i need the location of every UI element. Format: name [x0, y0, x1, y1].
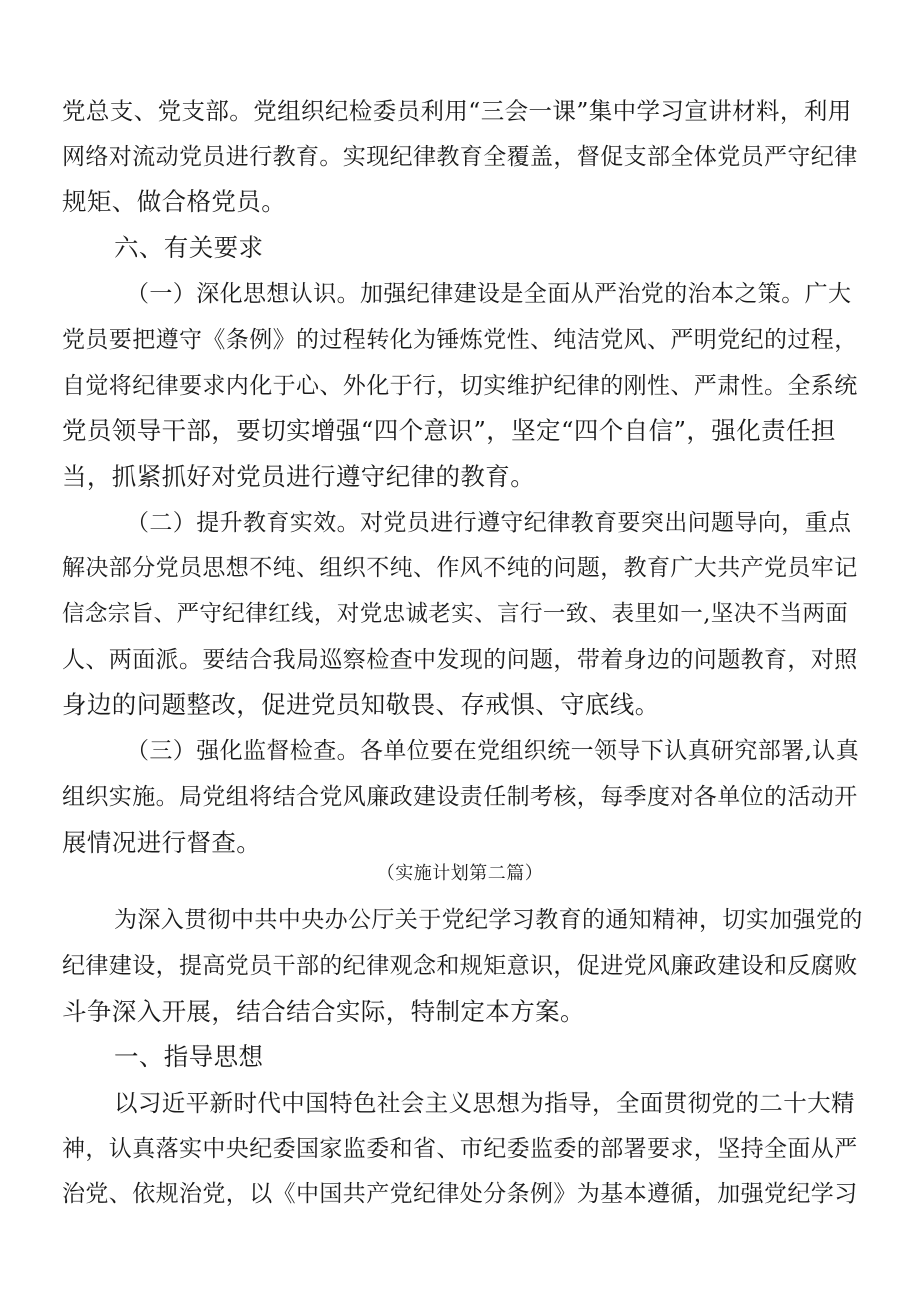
text-line: 人、两面派。要结合我局巡察检查中发现的问题，带着身边的问题教育，对照 [62, 647, 858, 673]
section-subtitle: （实施计划第二篇） [376, 863, 544, 884]
text-line: 解决部分党员思想不纯、组织不纯、作风不纯的问题，教育广大共产党员牢记 [62, 555, 858, 581]
text-line: 党总支、党支部。党组织纪检委员利用“三会一课”集中学习宣讲材料，利用 [62, 97, 852, 125]
text-line: 自觉将纪律要求内化于心、外化于行，切实维护纪律的刚性、严肃性。全系统 [62, 373, 858, 399]
text-line: 当，抓紧抓好对党员进行遵守纪律的教育。 [62, 462, 536, 491]
text-line: 组织实施。局党组将结合党风廉政建设责任制考核，每季度对各单位的活动开 [62, 784, 858, 810]
text-line: 为深入贯彻中共中央办公厅关于党纪学习教育的通知精神，切实加强党的 [114, 907, 863, 933]
section-heading: 一、指导思想 [114, 1042, 264, 1071]
text-line: 展情况进行督查。 [62, 828, 262, 857]
text-line: 党员要把遵守《条例》的过程转化为锤炼党性、纯洁党风、严明党纪的过程， [62, 327, 858, 353]
text-line: 规矩、做合格党员。 [62, 187, 287, 216]
text-line: 党员领导干部，要切实增强“四个意识”，坚定“四个自信”，强化责任担 [62, 416, 836, 445]
section-heading: 六、有关要求 [114, 233, 264, 262]
text-line: 以习近平新时代中国特色社会主义思想为指导，全面贯彻党的二十大精 [114, 1089, 855, 1117]
text-line: 身边的问题整改，促进党员知敬畏、存戒惧、守底线。 [62, 690, 660, 719]
text-line: 信念宗旨、严守纪律红线，对党忠诚老实、言行一致、表里如一,坚决不当两面 [62, 601, 849, 627]
text-line: 斗争深入开展，结合结合实际，特制定本方案。 [62, 997, 585, 1026]
text-line: （三）强化监督检查。各单位要在党组织统一领导下认真研究部署,认真 [126, 738, 860, 764]
text-line: （二）提升教育实效。对党员进行遵守纪律教育要突出问题导向，重点 [126, 510, 852, 536]
text-line: 纪律建设，提高党员干部的纪律观念和规矩意识，促进党风廉政建设和反腐败 [62, 953, 858, 979]
text-line: 网络对流动党员进行教育。实现纪律教育全覆盖，督促支部全体党员严守纪律 [62, 144, 858, 170]
text-line: （一）深化思想认识。加强纪律建设是全面从严治党的治本之策。广大 [126, 281, 852, 307]
text-line: 治党、依规治党，以《中国共产党纪律处分条例》为基本遵循，加强党纪学习 [62, 1181, 858, 1207]
text-line: 神，认真落实中央纪委国家监委和省、市纪委监委的部署要求，坚持全面从严 [62, 1136, 858, 1162]
